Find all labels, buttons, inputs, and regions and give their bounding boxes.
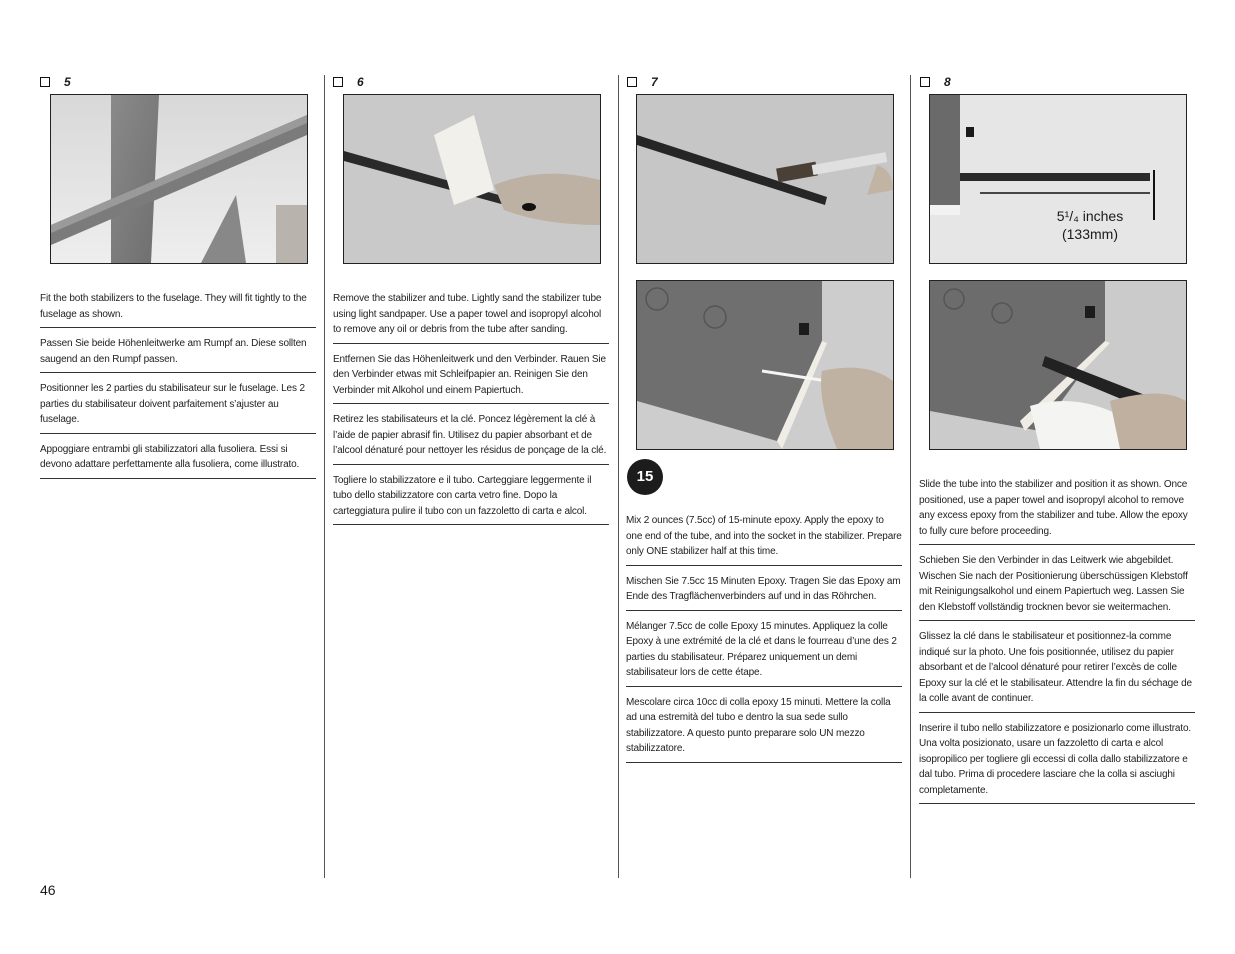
text-fr: Glissez la clé dans le stabilisateur et positionnez-la comme indiqué sur la photo. Une fois positionnée, utilisez du papier absorbant et de l’alcool dénaturé pour retirer l’excès de colle Epoxy sur la clé et le stabilisateur. Attendre la fin du séchage de la colle avant de continuer. (919, 627, 1195, 713)
instructions-step-8 (919, 475, 1195, 810)
text-it: Inserire il tubo nello stabilizzatore e posizionarlo come illustrato. Una volta posizionato, usare un fazzoletto di carta e alcol isopropilico per togliere gli eccessi di colla dallo stabilizzatore e dal tubo. Prima di procedere lasciare che la colla si asciughi completamente. (919, 719, 1195, 805)
text-en: Fit the both stabilizers to the fuselage. They will fit tightly to the fuselage as shown. (40, 289, 316, 328)
text-it: Mescolare circa 10cc di colla epoxy 15 minuti. Mettere la colla ad una estremità del tubo e dentro la sua sede sullo stabilizzatore. A questo punto preparare solo UN mezzo stabilizzatore. (626, 693, 902, 763)
column-divider (324, 75, 325, 878)
text-en: Mix 2 ounces (7.5cc) of 15-minute epoxy. Apply the epoxy to one end of the tube, and into the socket in the stabilizer. Prepare only ONE stabilizer half at this time. (626, 511, 902, 566)
text-en: Slide the tube into the stabilizer and position it as shown. Once positioned, use a paper towel and isopropyl alcohol to remove any excess epoxy from the stabilizer and tube. Allow the epoxy to fully cure before proceeding. (919, 475, 1195, 545)
photo-epoxy-socket (636, 280, 894, 450)
instructions-step-6 (333, 289, 609, 531)
photo-sanding-tube (343, 94, 601, 264)
step-number: 6 (357, 75, 364, 89)
checkbox-step-7[interactable] (627, 77, 637, 87)
photo-tube-dimension (929, 94, 1187, 264)
step-5-header (40, 75, 71, 89)
text-de: Passen Sie beide Höhenleitwerke am Rumpf an. Diese sollten saugend an den Rumpf passen. (40, 334, 316, 373)
checkbox-step-5[interactable] (40, 77, 50, 87)
photo-fuselage-stabilizers (50, 94, 308, 264)
dimension-label (1030, 207, 1150, 243)
step-15-badge: 15 (627, 459, 663, 495)
checkbox-step-8[interactable] (920, 77, 930, 87)
step-7-header (627, 75, 658, 89)
step-6-header (333, 75, 364, 89)
instructions-step-5 (40, 289, 316, 485)
photo-brush-epoxy (636, 94, 894, 264)
photo-tube-inserted (929, 280, 1187, 450)
text-en: Remove the stabilizer and tube. Lightly sand the stabilizer tube using light sandpaper. Use a paper towel and isopropyl alcohol to remove any oil or debris from the tube after sanding. (333, 289, 609, 344)
text-de: Entfernen Sie das Höhenleitwerk und den Verbinder. Rauen Sie den Verbinder etwas mit Schleifpapier an. Reinigen Sie den Verbinder mit Alkohol und einem Papiertuch. (333, 350, 609, 405)
checkbox-step-6[interactable] (333, 77, 343, 87)
step-8-header (920, 75, 951, 89)
instructions-step-15 (626, 511, 902, 769)
column-divider (618, 75, 619, 878)
dimension-mm: (133mm) (1061, 226, 1118, 242)
page-number: 46 (40, 882, 56, 898)
text-de: Schieben Sie den Verbinder in das Leitwerk wie abgebildet. Wischen Sie nach der Positionierung überschüssigen Klebstoff mit Reinigungsalkohol und einem Papiertuch weg. Lassen Sie den Klebstoff vollständig trocknen bevor sie weitermachen. (919, 551, 1195, 621)
step-number: 8 (944, 75, 951, 89)
text-it: Appoggiare entrambi gli stabilizzatori alla fusoliera. Essi si devono adattare perfettamente alla fusoliera, come illustrato. (40, 440, 316, 479)
text-fr: Positionner les 2 parties du stabilisateur sur le fuselage. Les 2 parties du stabilisateur doivent parfaitement s’ajuster au fuselage. (40, 379, 316, 434)
step-number: 5 (64, 75, 71, 89)
text-fr: Mélanger 7.5cc de colle Epoxy 15 minutes. Appliquez la colle Epoxy à une extrémité de la clé et dans le fourreau d’une des 2 parties du stabilisateur. Préparez uniquement un demi stabilisateur lors de cette étape. (626, 617, 902, 687)
text-it: Togliere lo stabilizzatore e il tubo. Carteggiare leggermente il tubo dello stabilizzatore con carta vetro fine. Dopo la carteggiatura pulire il tubo con un fazzoletto di carta e alcol. (333, 471, 609, 526)
column-divider (910, 75, 911, 878)
step-number: 7 (651, 75, 658, 89)
text-fr: Retirez les stabilisateurs et la clé. Poncez légèrement la clé à l’aide de papier abrasif fin. Utilisez du papier absorbant et de l’alcool dénaturé pour nettoyer les résidus de ponçage de la clé. (333, 410, 609, 465)
dimension-inches: 5¹/₄ inches (1056, 208, 1124, 224)
text-de: Mischen Sie 7.5cc 15 Minuten Epoxy. Tragen Sie das Epoxy am Ende des Tragflächenverbinders auf und in das Röhrchen. (626, 572, 902, 611)
